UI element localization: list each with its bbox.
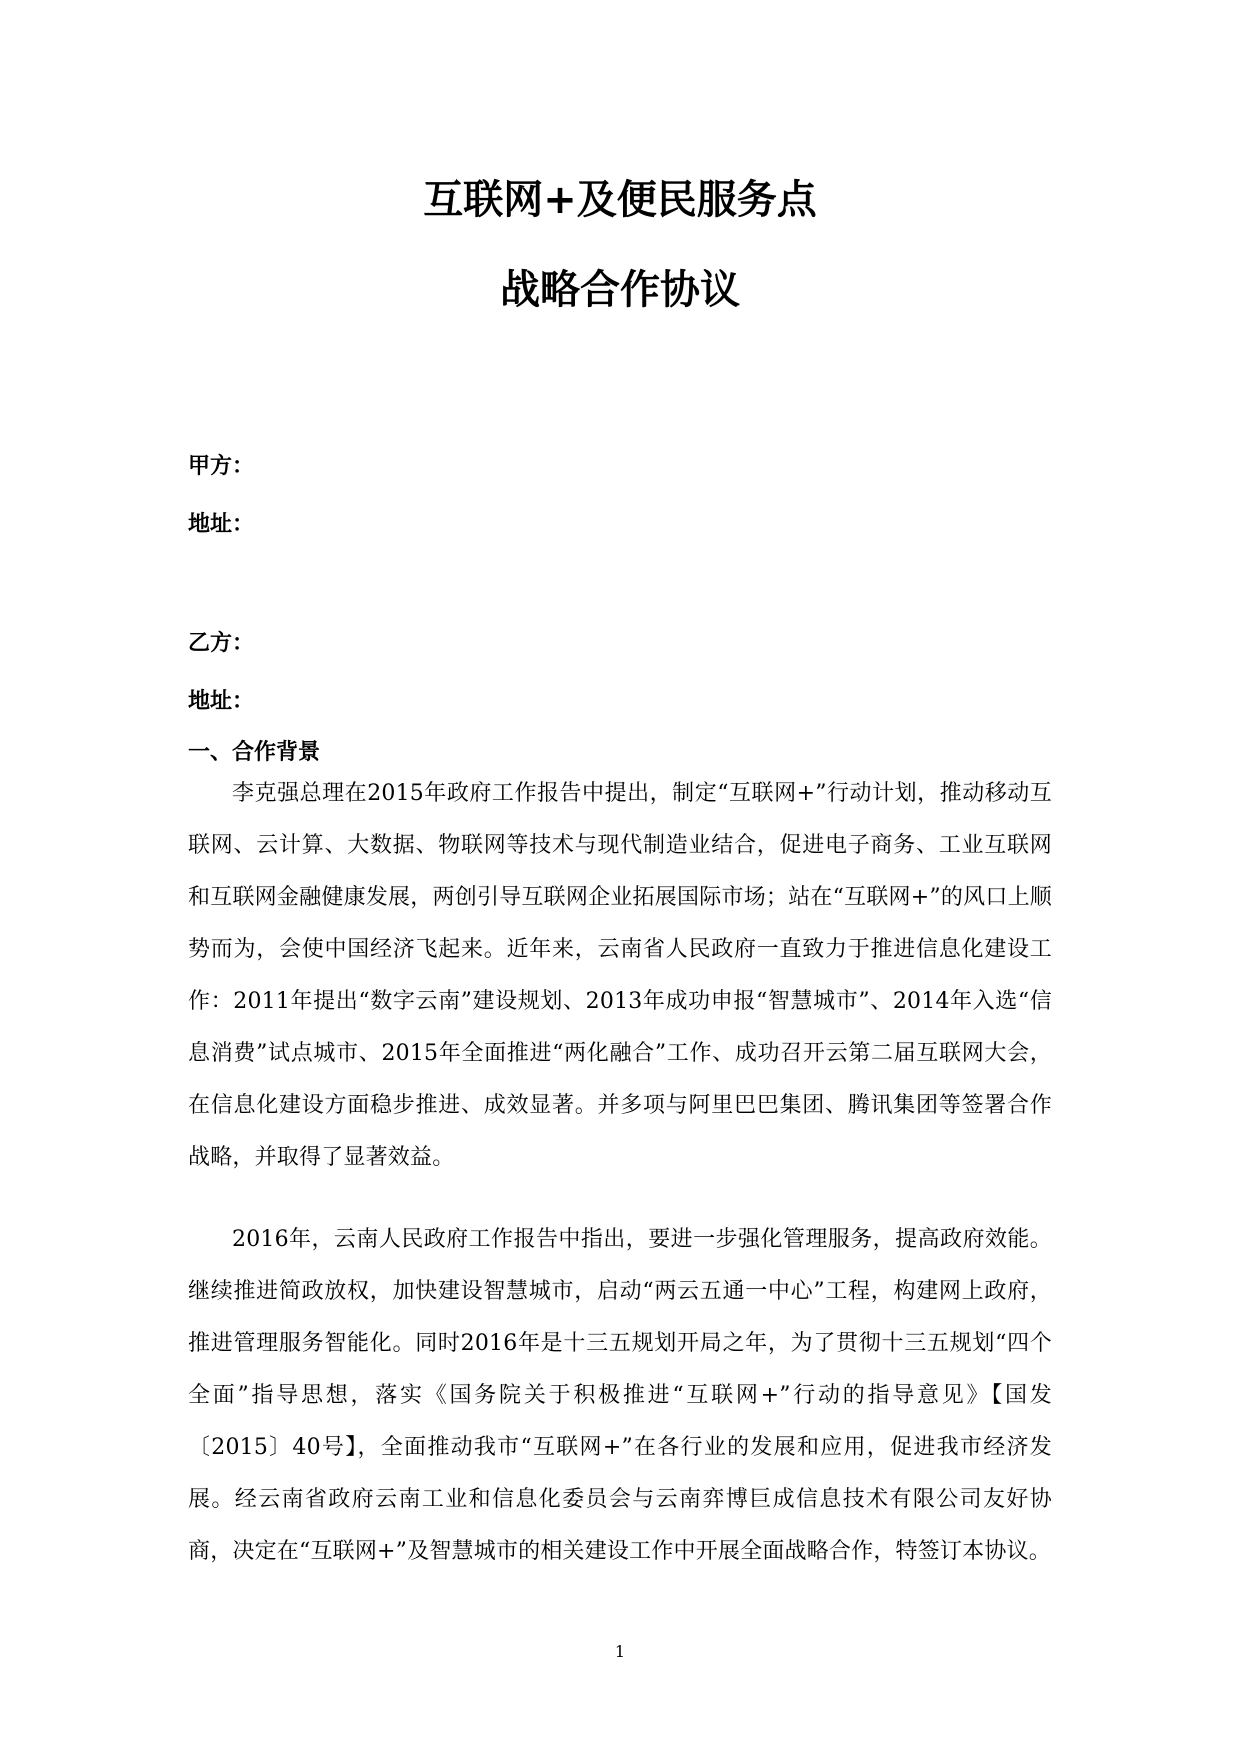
party-a-address-label: 地址：	[188, 512, 255, 537]
page-number: 1	[614, 1642, 626, 1661]
background-paragraph-1: 李克强总理在2015年政府工作报告中提出，制定“互联网+”行动计划，推动移动互联网、云计算、大数据、物联网等技术与现代制造业结合，促进电子商务、工业互联网和互联网金融健康发展，两创引导互联网企业拓展国际市场；站在“互联网+”的风口上顺势而为，会使中国经济飞起来。近年来，云南省人民政府一直致力于推进信息化建设工作：2011年提出“数字云南”建设规划、2013年成功申报“智慧城市”、2014年入选“信息消费”试点城市、2015年全面推进“两化融合”工作、成功召开云第二届互联网大会，在信息化建设方面稳步推进、成效显著。并多项与阿里巴巴集团、腾讯集团等签署合作战略，并取得了显著效益。	[188, 781, 1052, 1170]
party-a-label: 甲方：	[188, 454, 255, 479]
document-title-line1: 互联网+及便民服务点	[423, 177, 817, 223]
section-heading-cooperation-background: 一、合作背景	[188, 740, 321, 765]
document-title-line2: 战略合作协议	[500, 267, 740, 313]
background-paragraph-2: 2016年，云南人民政府工作报告中指出，要进一步强化管理服务，提高政府效能。继续推进简政放权，加快建设智慧城市，启动“两云五通一中心”工程，构建网上政府，推进管理服务智能化。同时2016年是十三五规划开局之年，为了贯彻十三五规划“四个全面”指导思想，落实《国务院关于积极推进“互联网+”行动的指导意见》【国发〔2015〕40号】，全面推动我市“互联网+”在各行业的发展和应用，促进我市经济发展。经云南省政府云南工业和信息化委员会与云南弈博巨成信息技术有限公司友好协商，决定在“互联网+”及智慧城市的相关建设工作中开展全面战略合作，特签订本协议。	[188, 1227, 1052, 1564]
party-b-address-label: 地址：	[188, 689, 255, 714]
party-b-label: 乙方：	[188, 631, 255, 656]
